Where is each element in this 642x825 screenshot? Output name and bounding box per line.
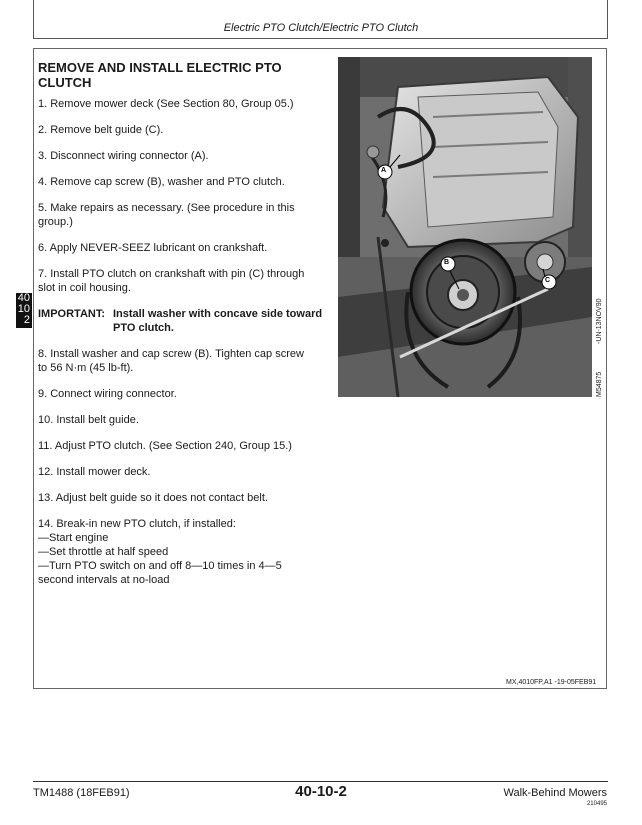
important-text: Install washer with concave side toward <box>113 308 323 320</box>
procedure-step <box>38 387 328 401</box>
procedure-step <box>38 267 328 295</box>
page-header-title: Electric PTO Clutch/Electric PTO Clutch <box>223 22 419 34</box>
section-title: REMOVE AND INSTALL ELECTRIC PTO CLUTCH <box>38 60 282 90</box>
footer-manual-id: TM1488 (18FEB91) <box>33 787 130 799</box>
procedure-step-line: 13. Adjust belt guide so it does not contact belt. <box>38 492 268 504</box>
procedure-step-line: 14. Break-in new PTO clutch, if installed: <box>38 518 236 530</box>
procedure-step-line: —Start engine <box>38 532 109 544</box>
procedure-step <box>38 97 328 111</box>
procedure-step <box>38 175 328 189</box>
procedure-step-line: 1. Remove mower deck (See Section 80, Group 05.) <box>38 98 294 110</box>
procedure-step <box>38 241 328 255</box>
callout-c-label: C <box>545 277 551 284</box>
procedure-step-line: second intervals at no-load <box>38 574 170 586</box>
figure-code-top: -UN-13NOV90 <box>596 298 603 344</box>
header-rule <box>33 38 608 39</box>
procedure-step-line: 8. Install washer and cap screw (B). Tighten cap screw <box>38 348 304 360</box>
side-tab-page: 2 <box>23 314 30 326</box>
side-tab-section: 40 <box>17 292 30 304</box>
footer-rule <box>33 781 608 782</box>
procedure-step-line: 4. Remove cap screw (B), washer and PTO clutch. <box>38 176 285 188</box>
procedure-step <box>38 413 328 427</box>
figure-code-bottom: M54875 <box>596 371 603 397</box>
procedure-step <box>38 201 328 229</box>
procedure-step-line: 11. Adjust PTO clutch. (See Section 240, Group 15.) <box>38 440 292 452</box>
procedure-step-line: 7. Install PTO clutch on crankshaft with pin (C) through <box>38 268 305 280</box>
section-side-tab <box>16 293 32 328</box>
callout-b-label: B <box>444 259 450 266</box>
procedure-step-line: slot in coil housing. <box>38 282 131 294</box>
important-note <box>38 307 328 335</box>
important-text: PTO clutch. <box>113 322 174 334</box>
pto-clutch-photo <box>338 57 592 397</box>
procedure-step-line: —Turn PTO switch on and off 8—10 times in 4—5 <box>38 560 282 572</box>
important-indent <box>38 321 113 335</box>
procedure-step <box>38 149 328 163</box>
procedure-step-line: 3. Disconnect wiring connector (A). <box>38 150 209 162</box>
procedure-step <box>38 123 328 137</box>
procedure-steps <box>38 97 328 599</box>
footer-page-number: 40-10-2 <box>295 783 347 800</box>
procedure-step-line: to 56 N·m (45 lb-ft). <box>38 362 134 374</box>
procedure-step-line: 2. Remove belt guide (C). <box>38 124 164 136</box>
important-label: IMPORTANT: <box>38 308 106 320</box>
procedure-step <box>38 465 328 479</box>
procedure-step-line: 6. Apply NEVER-SEEZ lubricant on crankshaft. <box>38 242 268 254</box>
procedure-step-line: 5. Make repairs as necessary. (See procedure in this <box>38 202 295 214</box>
procedure-step-line: 9. Connect wiring connector. <box>38 388 177 400</box>
procedure-step-line: group.) <box>38 216 73 228</box>
callout-a-label: A <box>381 167 387 174</box>
procedure-step-line: 12. Install mower deck. <box>38 466 151 478</box>
procedure-step-line: —Set throttle at half speed <box>38 546 169 558</box>
box-reference-code: MX,4010FP,A1 -19-05FEB91 <box>506 679 597 686</box>
procedure-step <box>38 491 328 505</box>
side-tab-group: 10 <box>17 303 30 315</box>
procedure-step <box>38 347 328 375</box>
footer-product-name: Walk-Behind Mowers <box>503 787 607 799</box>
footer-small-code: 210495 <box>586 801 607 807</box>
procedure-step <box>38 439 328 453</box>
procedure-step <box>38 517 328 587</box>
pto-clutch-illustration <box>338 57 592 397</box>
procedure-step-line: 10. Install belt guide. <box>38 414 139 426</box>
